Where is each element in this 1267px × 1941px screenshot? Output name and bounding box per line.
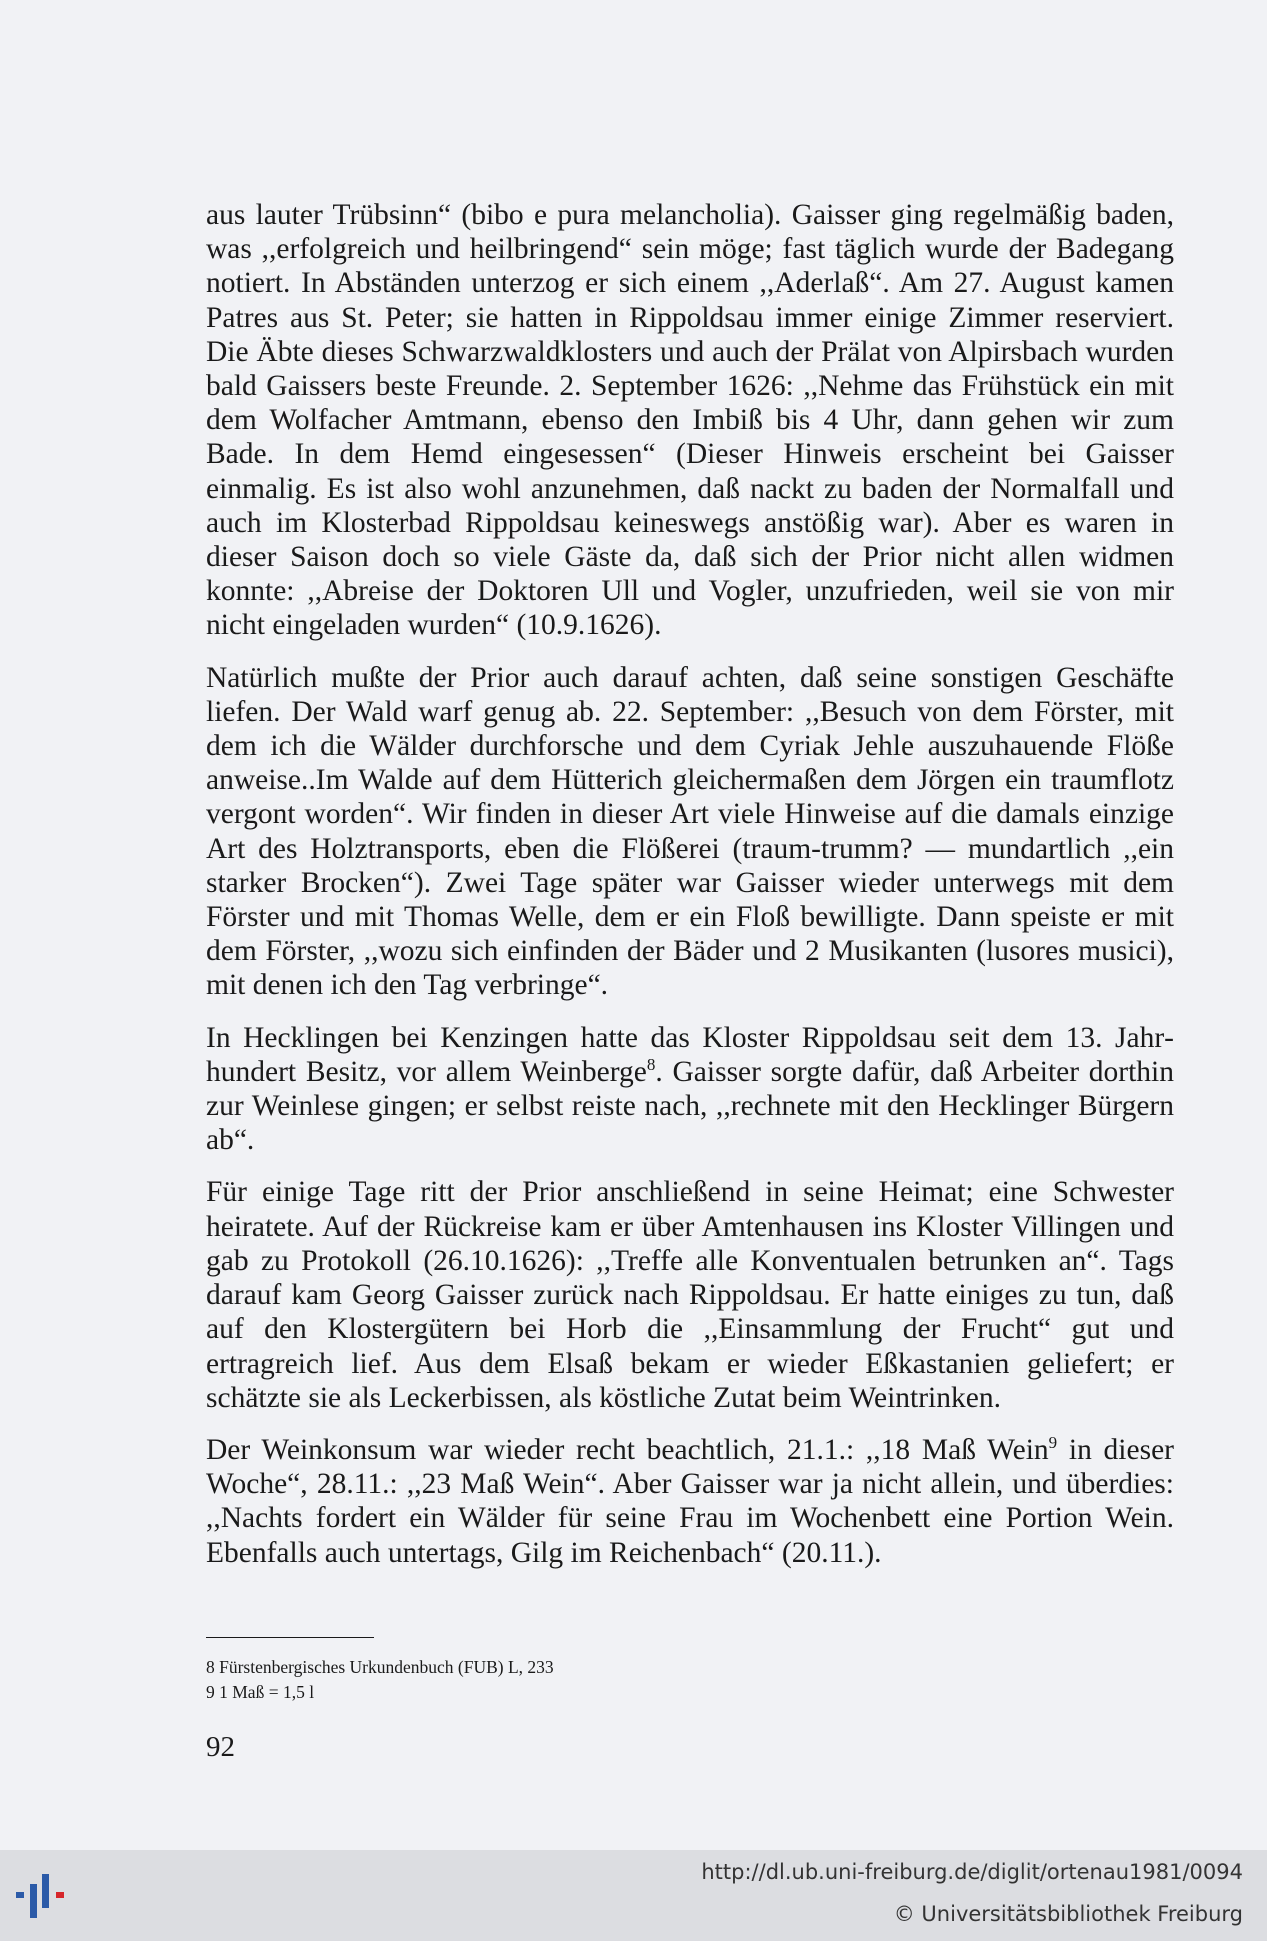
footnote-divider — [206, 1637, 374, 1638]
paragraph-weinkonsum-text-end: in dieser Woche“, 28.11.: ,,23 Maß Wein“. Aber Gaisser war ja nicht allein, und überdies: ,,Nachts fordert ein Wälder für seine Frau im Wochenbett eine Portion Wein. Ebenfalls auch untertags, Gilg im Reichenbach“ (20.11.). — [206, 1433, 1174, 1569]
footnote-8: 8 Fürstenbergisches Urkundenbuch (FUB) L, 233 — [206, 1657, 554, 1677]
copyright-text: © Universitätsbibliothek Freiburg — [893, 1902, 1243, 1926]
footer-bar — [0, 1850, 1267, 1941]
footnote-9: 9 1 Maß = 1,5 l — [206, 1682, 315, 1702]
footnote-ref-8: 8 — [646, 1055, 656, 1075]
page-number: 92 — [206, 1731, 235, 1763]
paragraph-hecklingen-text: In Hecklingen bei Kenzingen hatte das Kloster Rippoldsau seit dem 13. Jahrhundert Besitz, vor allem Weinberge — [206, 1021, 1174, 1088]
paragraph-weinkonsum-text: Der Weinkonsum war wieder recht beachtlich, 21.1.: ,,18 Maß Wein — [206, 1433, 1049, 1466]
footnote-ref-9: 9 — [1048, 1433, 1058, 1453]
paragraph-hecklingen — [206, 1021, 1174, 1158]
paragraph-weinkonsum — [206, 1433, 1174, 1570]
footnotes — [206, 1655, 806, 1705]
paragraph-wald: Natürlich mußte der Prior auch darauf achten, daß seine sonstigen Geschäfte liefen. Der Wald warf genug ab. 22. September: ,,Besuch von dem Förster, mit dem ich die Wälder durchforsche und dem Cyriak Jehle auszuhauende Flöße anweise..Im Walde auf dem Hütterich gleichermaßen dem Jörgen ein traumflotz vergont worden“. Wir finden in dieser Art viele Hinweise auf die damals einzige Art des Holztransports, eben die Flößerei (traum-trumm? — mundartlich ,,ein starker Brocken“). Zwei Tage später war Gaisser wieder unterwegs mit dem Förster und mit Thomas Welle, dem er ein Floß bewilligte. Dann speiste er mit dem Förster, ,,wozu sich einfinden der Bäder und 2 Musikanten (lusores musici), mit denen ich den Tag verbringe“. — [206, 661, 1174, 1002]
paragraph-heimat: Für einige Tage ritt der Prior anschließend in seine Heimat; eine Schwester heiratete. Auf der Rückreise kam er über Amtenhausen ins Kloster Villingen und gab zu Protokoll (26.10.1626): ,,Treffe alle Konventualen betrunken an“. Tags darauf kam Georg Gaisser zurück nach Rippoldsau. Er hatte einiges zu tun, daß auf den Klostergütern bei Horb die ,,Einsammlung der Frucht“ gut und ertragreich lief. Aus dem Elsaß bekam er wieder Eßkastanien geliefert; er schätzte sie als Leckerbissen, als köstliche Zutat beim Weintrinken. — [206, 1176, 1174, 1414]
paragraph-baden: aus lauter Trübsinn“ (bibo e pura melancholia). Gaisser ging regelmäßig baden, was ,,erfolgreich und heilbringend“ sein möge; fast täglich wurde der Badegang notiert. In Abständen unterzog er sich einem ,,Aderlaß“. Am 27. August kamen Patres aus St. Peter; sie hatten in Rippoldsau immer einige Zimmer reserviert. Die Äbte dieses Schwarzwaldklosters und auch der Prälat von Alpirsbach wurden bald Gaissers beste Freunde. 2. September 1626: ,,Nehme das Frühstück ein mit dem Wolfacher Amtmann, ebenso den Imbiß bis 4 Uhr, dann gehen wir zum Bade. In dem Hemd eingesessen“ (Dieser Hinweis erscheint bei Gaisser einmalig. Es ist also wohl anzunehmen, daß nackt zu baden der Normalfall und auch im Klosterbad Rippoldsau keineswegs anstößig war). Aber es waren in dieser Saison doch so viele Gäste da, daß sich der Prior nicht allen widmen konnte: ,,Abreise der Doktoren Ull und Vogler, unzufrieden, weil sie von mir nicht eingeladen wurden“ (10.9.1626). — [206, 199, 1174, 642]
paragraph-hecklingen-text-end: . Gaisser sorgte dafür, daß Arbeiter dorthin zur Weinlese gingen; er selbst reiste nach, ,,rechnete mit den Hecklinger Bürgern ab“. — [206, 1055, 1174, 1157]
document-url-link[interactable]: http://dl.ub.uni-freiburg.de/diglit/ortenau1981/0094 — [701, 1860, 1243, 1884]
body-text — [206, 198, 1174, 1588]
library-logo-icon — [12, 1872, 82, 1922]
